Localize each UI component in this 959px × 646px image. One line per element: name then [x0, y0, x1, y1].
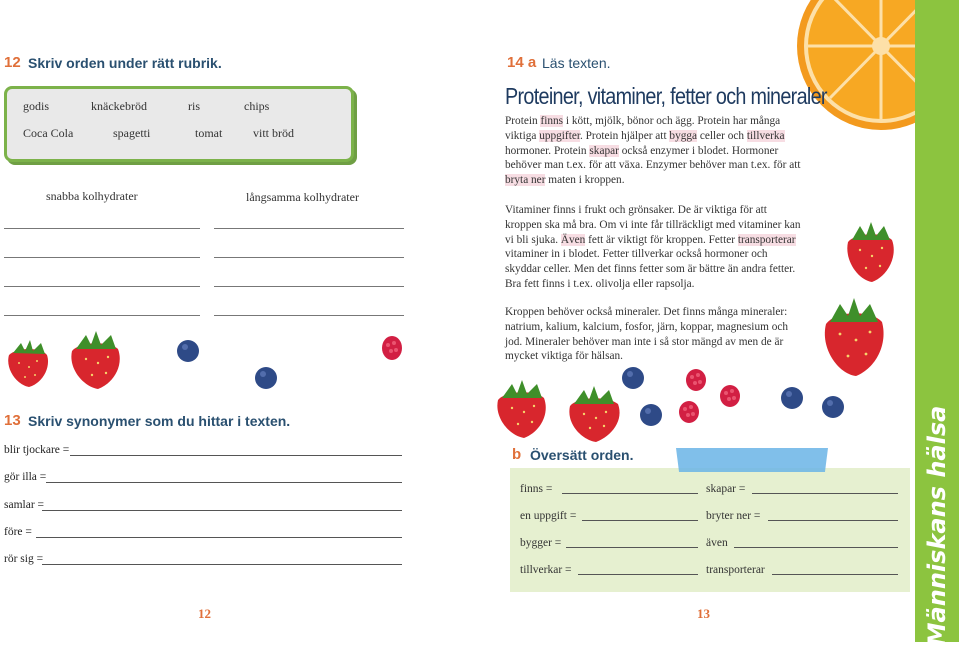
ex13-number: 13	[4, 412, 21, 429]
ex13-instruction: Skriv synonymer som du hittar i texten.	[28, 413, 291, 429]
strawberry-image	[66, 329, 126, 391]
translate-prompt: finns =	[520, 483, 553, 495]
ex14-instruction: Läs texten.	[542, 55, 611, 71]
answer-line[interactable]	[214, 257, 404, 258]
ex14b-letter: b	[512, 446, 522, 463]
strawberry-image	[564, 384, 628, 444]
answer-line[interactable]	[752, 493, 898, 494]
strawberry-image	[818, 296, 890, 378]
translate-prompt: skapar =	[706, 483, 746, 495]
translate-prompt: bygger =	[520, 537, 562, 549]
synonym-prompt: samlar =	[4, 499, 45, 511]
ex12-instruction: Skriv orden under rätt rubrik.	[28, 55, 222, 71]
blueberry-image	[780, 386, 804, 410]
translate-prompt: bryter ner =	[706, 510, 761, 522]
answer-line[interactable]	[4, 315, 200, 316]
strawberry-image	[3, 337, 53, 389]
highlight-word: uppgifter	[539, 129, 580, 142]
answer-line[interactable]	[42, 510, 402, 511]
column-snabba: snabba kolhydrater	[46, 189, 138, 203]
strawberry-image	[492, 378, 554, 440]
highlight-word: Även	[560, 233, 586, 246]
answer-line[interactable]	[46, 482, 402, 483]
word-godis: godis	[23, 99, 50, 113]
synonym-prompt: gör illa =	[4, 471, 47, 483]
synonym-prompt: blir tjockare =	[4, 444, 70, 456]
highlight-word: tillverka	[746, 129, 785, 142]
answer-line[interactable]	[4, 257, 200, 258]
word-ris: ris	[188, 99, 200, 113]
paragraph-minerals: Kroppen behöver också mineraler. Det finns många mineraler: natrium, kalium, kalcium, fosfor, järn, koppar, magnesium och jod. Mineraler behöver man inte i så stor mängd av men de är mycket viktiga för hälsan.	[505, 306, 789, 363]
highlight-word: transporterar	[737, 233, 796, 246]
word-tomat: tomat	[195, 126, 223, 140]
article-title: Proteiner, vitaminer, fetter och mineraler	[505, 83, 827, 109]
word-spagetti: spagetti	[113, 126, 151, 140]
word-knackebrod: knäckebröd	[91, 99, 147, 113]
paragraph-protein: Protein finns i kött, mjölk, bönor och ägg. Protein har många viktiga uppgifter. Protein hjälper att bygga celler och tillverka hormoner. Protein skapar också enzymer i blodet. Hormoner behöver man t.ex. för att växa. Enzymer behöver man t.ex. för att bryta ner maten i kroppen.	[505, 115, 801, 187]
answer-line[interactable]	[4, 286, 200, 287]
answer-line[interactable]	[768, 520, 898, 521]
raspberry-image	[380, 333, 404, 361]
word-coca-cola: Coca Cola	[23, 126, 74, 140]
translate-prompt: tillverkar =	[520, 564, 572, 576]
blueberry-image	[821, 395, 845, 419]
side-label: Människans hälsa	[923, 405, 951, 646]
translate-prompt: en uppgift =	[520, 510, 577, 522]
word-chips: chips	[244, 99, 270, 113]
highlight-word: finns	[540, 115, 564, 127]
answer-line[interactable]	[214, 315, 404, 316]
answer-line[interactable]	[214, 286, 404, 287]
raspberry-image	[677, 398, 701, 424]
word-vitt-brod: vitt bröd	[253, 126, 294, 140]
translate-prompt: transporterar	[706, 564, 765, 576]
highlight-word: bryta ner	[505, 174, 546, 187]
highlight-word: skapar	[589, 144, 619, 157]
blueberry-image	[176, 339, 200, 363]
answer-line[interactable]	[734, 547, 898, 548]
raspberry-image	[718, 382, 742, 408]
blueberry-image	[621, 366, 645, 390]
answer-line[interactable]	[214, 228, 404, 229]
answer-line[interactable]	[578, 574, 698, 575]
answer-line[interactable]	[562, 493, 698, 494]
paragraph-vitamins: Vitaminer finns i frukt och grönsaker. De är viktiga för att kroppen ska må bra. Om vi inte får tillräckligt med vitaminer kan vi bli sjuka. Även fett är viktigt för kroppen. Fetter transporterar vitaminer in i blodet. Fetter tillverkar också hormoner och skyddar celler. Men det finns fetter som är bättre än andra fetter. Bra fett finns i t.ex. olivolja eller rapsolja.	[505, 204, 801, 290]
page-number-left: 12	[198, 606, 211, 621]
blueberry-image	[254, 366, 278, 390]
strawberry-image	[842, 220, 898, 284]
synonym-prompt: rör sig =	[4, 553, 44, 565]
page-number-right: 13	[697, 606, 710, 621]
word-bank-card	[4, 86, 354, 162]
answer-line[interactable]	[36, 537, 402, 538]
raspberry-image	[684, 366, 708, 392]
synonym-prompt: före =	[4, 526, 32, 538]
answer-line[interactable]	[772, 574, 898, 575]
answer-line[interactable]	[4, 228, 200, 229]
ex14b-instruction: Översätt orden.	[530, 447, 634, 463]
column-langsamma: långsamma kolhydrater	[246, 190, 359, 204]
answer-line[interactable]	[566, 547, 698, 548]
highlight-word: bygga	[669, 129, 698, 142]
answer-line[interactable]	[582, 520, 698, 521]
ex14-number: 14 a	[507, 54, 537, 71]
answer-line[interactable]	[42, 564, 402, 565]
answer-line[interactable]	[70, 455, 402, 456]
ex12-number: 12	[4, 54, 21, 71]
tape-decoration	[676, 448, 828, 472]
translate-prompt: även	[706, 537, 728, 549]
blueberry-image	[639, 403, 663, 427]
